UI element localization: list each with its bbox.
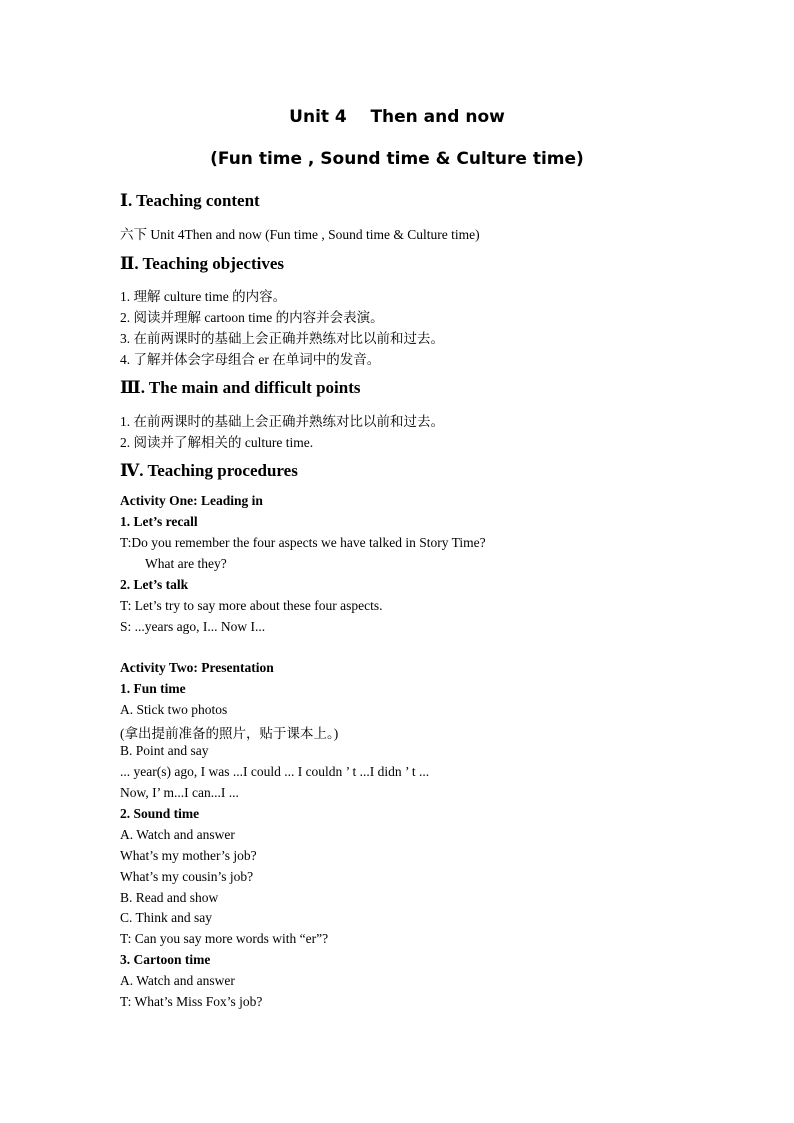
objective-item: 2. 阅读并理解 cartoon time 的内容并会表演。 — [120, 310, 384, 325]
procedure-line: B. Point and say — [120, 743, 209, 758]
objective-item: 1. 理解 culture time 的内容。 — [120, 289, 287, 304]
page-title: Unit 4 Then and now — [289, 107, 505, 127]
step-heading: 2. Let’s talk — [120, 577, 189, 592]
procedure-line: What’s my cousin’s job? — [120, 869, 254, 884]
step-heading: 1. Let’s recall — [120, 514, 198, 529]
objective-item: 4. 了解并体会字母组合 er 在单词中的发音。 — [120, 352, 381, 367]
procedure-line: A. Watch and answer — [120, 973, 235, 988]
section-heading-main-points: Ⅲ. The main and difficult points — [120, 378, 361, 397]
teaching-content-text: 六下 Unit 4Then and now (Fun time , Sound time & Culture time) — [120, 227, 480, 242]
step-heading: 3. Cartoon time — [120, 952, 211, 967]
procedure-line: What are they? — [145, 556, 227, 571]
main-point-item: 1. 在前两课时的基础上会正确并熟练对比以前和过去。 — [120, 414, 444, 429]
objective-item: 3. 在前两课时的基础上会正确并熟练对比以前和过去。 — [120, 331, 444, 346]
procedure-line: T: Let’s try to say more about these four aspects. — [120, 598, 383, 613]
procedure-line: T: What’s Miss Fox’s job? — [120, 994, 263, 1009]
procedure-line: C. Think and say — [120, 910, 212, 925]
procedure-line: B. Read and show — [120, 890, 219, 905]
procedure-line: A. Watch and answer — [120, 827, 235, 842]
step-heading: 1. Fun time — [120, 681, 186, 696]
procedure-line: What’s my mother’s job? — [120, 848, 257, 863]
procedure-line: ... year(s) ago, I was ...I could ... I couldn ’ t ...I didn ’ t ... — [120, 764, 430, 779]
main-point-item: 2. 阅读并了解相关的 culture time. — [120, 435, 314, 450]
step-heading: 2. Sound time — [120, 806, 200, 821]
activity-heading: Activity Two: Presentation — [120, 660, 274, 675]
page-subtitle: (Fun time , Sound time & Culture time) — [210, 149, 584, 169]
section-heading-teaching-content: Ⅰ. Teaching content — [120, 191, 260, 210]
procedure-line: T:Do you remember the four aspects we have talked in Story Time? — [120, 535, 486, 550]
section-heading-teaching-procedures: Ⅳ. Teaching procedures — [120, 461, 298, 480]
procedure-line: Now, I’ m...I can...I ... — [120, 785, 239, 800]
procedure-line: A. Stick two photos — [120, 702, 228, 717]
activity-heading: Activity One: Leading in — [120, 493, 263, 508]
procedure-line: T: Can you say more words with “er”? — [120, 931, 329, 946]
procedure-line: S: ...years ago, I... Now I... — [120, 619, 266, 634]
section-heading-teaching-objectives: Ⅱ. Teaching objectives — [120, 254, 285, 273]
procedure-line: (拿出提前准备的照片，贴于课本上。) — [120, 726, 339, 741]
